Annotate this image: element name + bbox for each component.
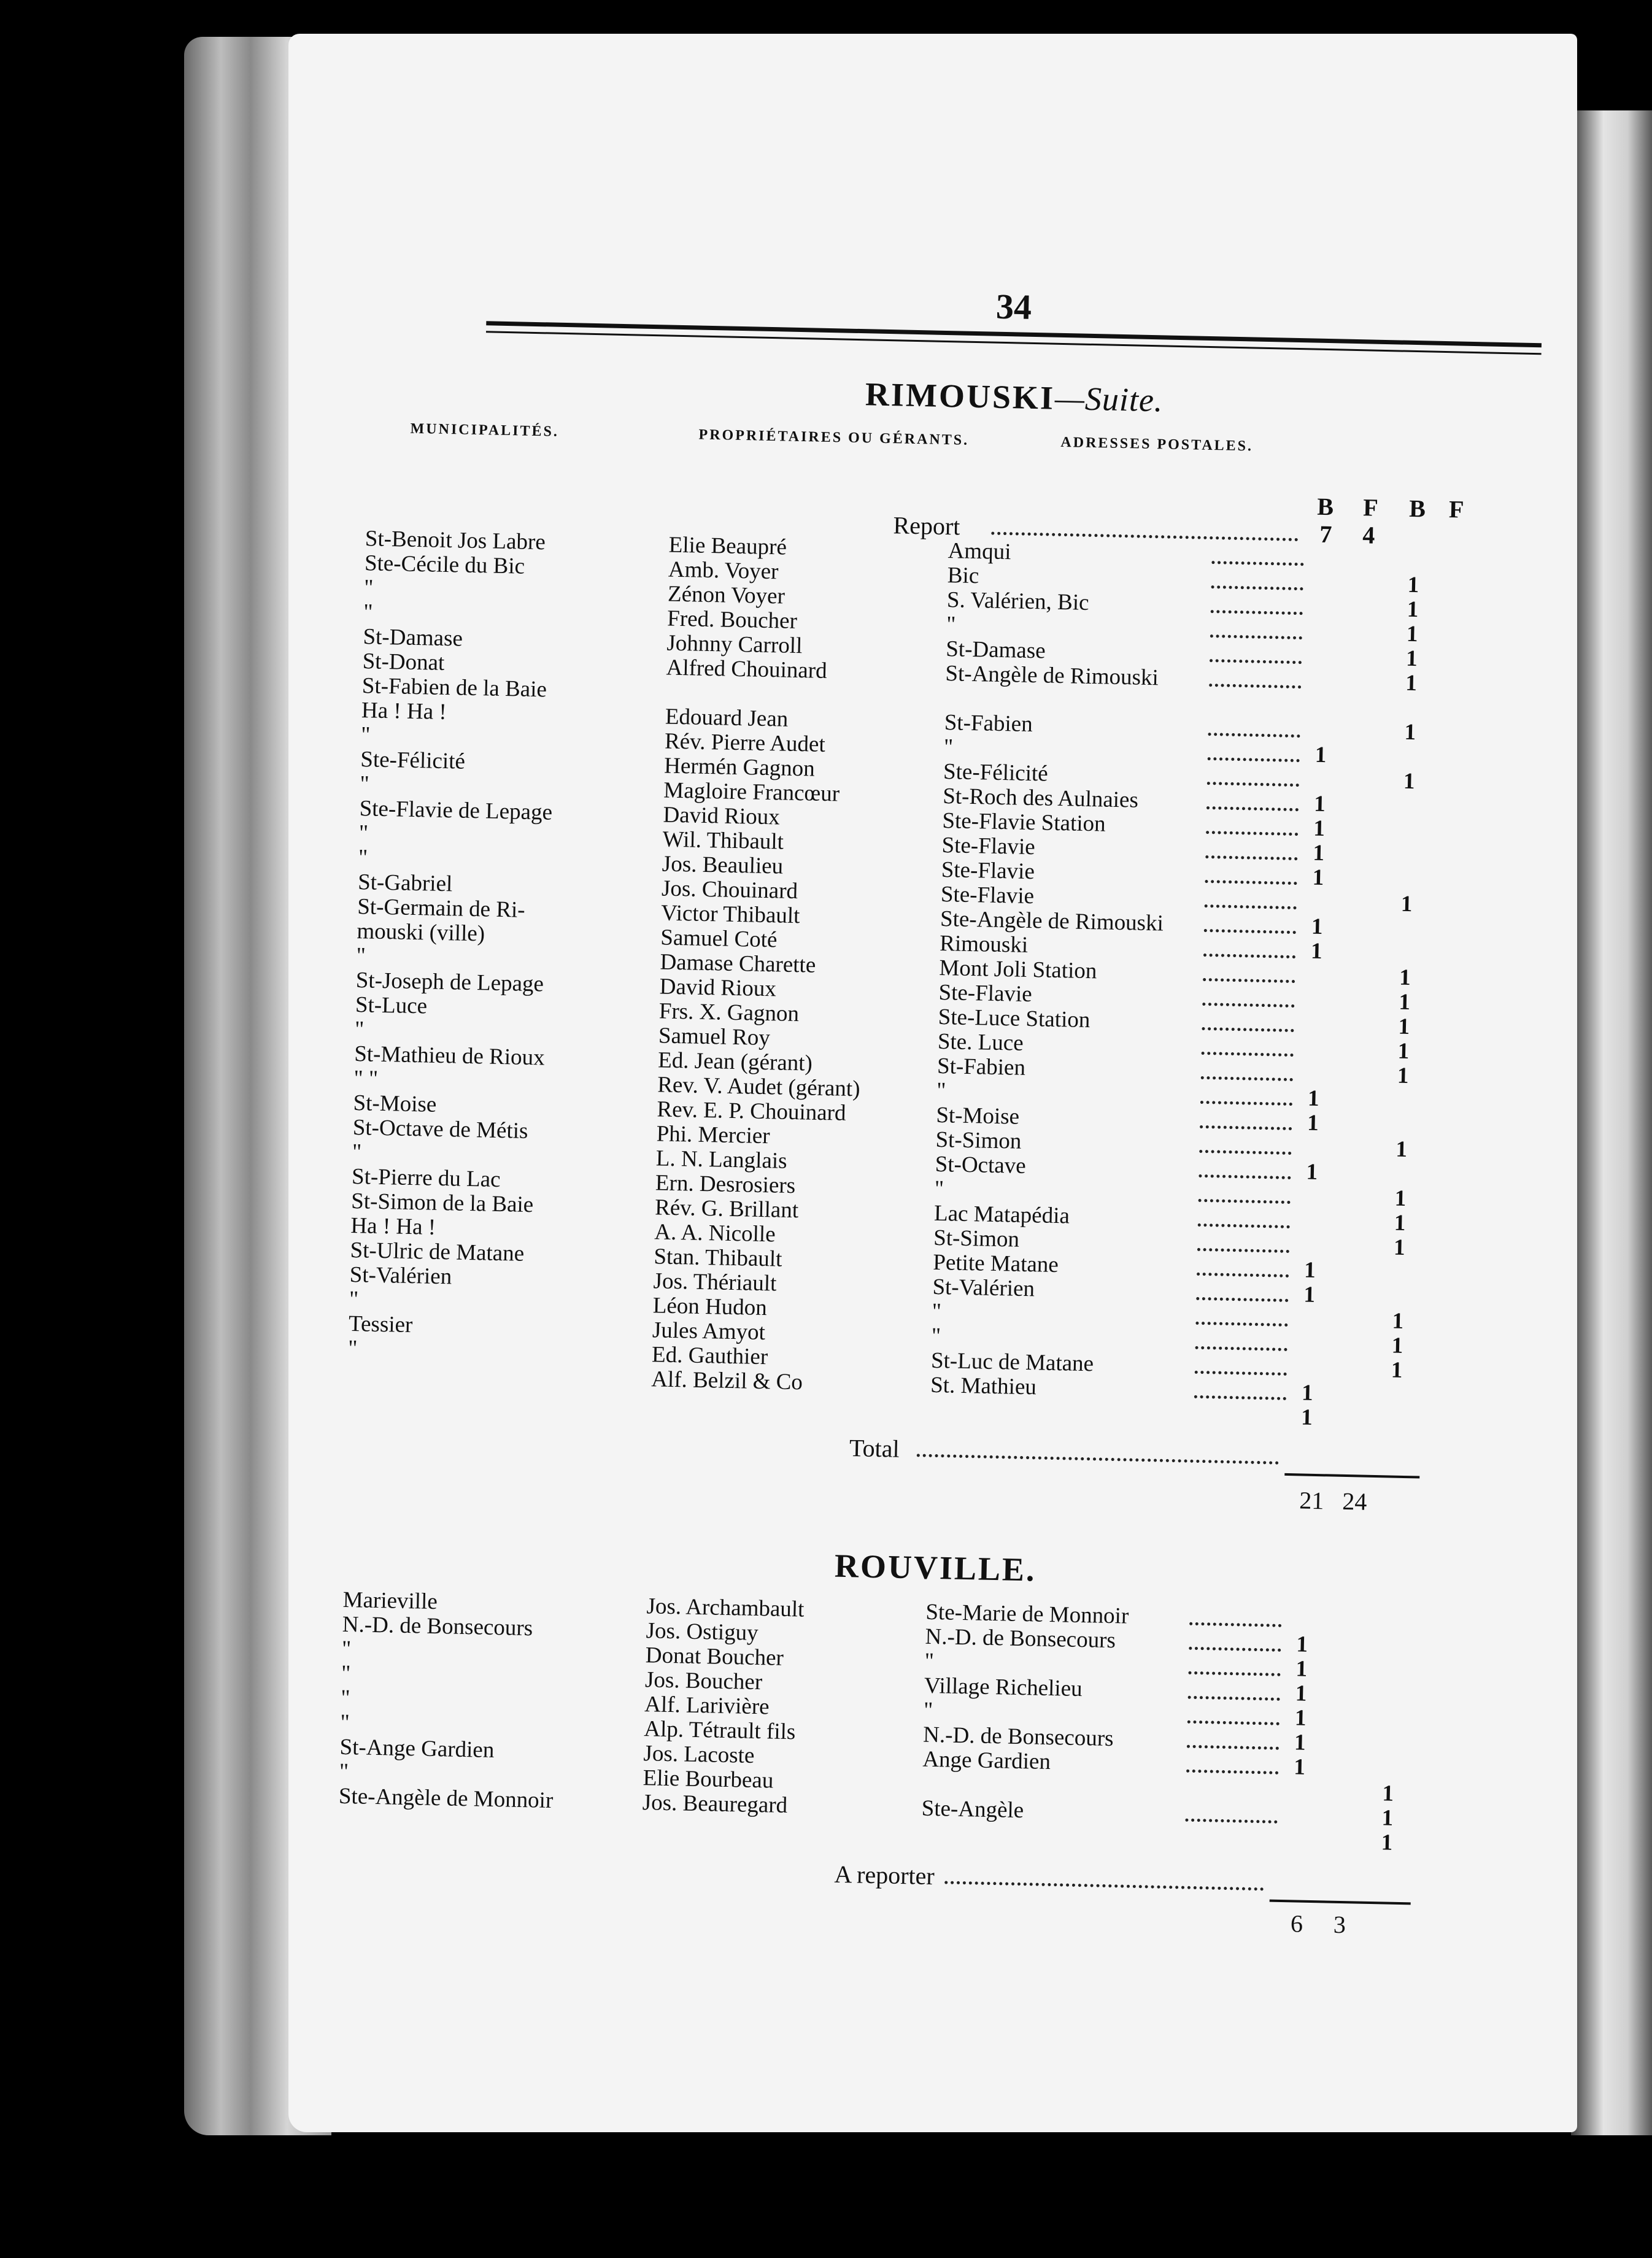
- proprietor-cell: Elie Beaupré: [668, 532, 787, 560]
- b-count-cell: 1: [1313, 791, 1326, 817]
- proprietor-cell: Damase Charette: [660, 949, 816, 978]
- header-bf: B F: [1408, 494, 1473, 523]
- leader-dots: [1189, 1631, 1281, 1652]
- proprietor-cell: Alp. Tétrault fils: [643, 1716, 796, 1745]
- proprietor-cell: Léon Hudon: [652, 1293, 768, 1321]
- b-count-cell: 1: [1307, 1085, 1320, 1111]
- municipality-cell: St-Moise: [353, 1090, 437, 1117]
- municipality-cell: ": [340, 1709, 350, 1736]
- leader-dots: [1203, 962, 1295, 983]
- municipality-cell: ": [360, 771, 370, 797]
- b-count-cell: 1: [1294, 1705, 1307, 1731]
- proprietor-cell: Rev. V. Audet (gérant): [657, 1072, 860, 1102]
- b-count-cell: 1: [1301, 1380, 1314, 1406]
- address-cell: St. Mathieu: [930, 1372, 1037, 1400]
- proprietor-cell: Samuel Coté: [660, 925, 778, 953]
- leader-dots: [1211, 545, 1304, 566]
- bf-count-cell: 1: [1392, 1308, 1404, 1334]
- leader-dots: [1211, 594, 1303, 615]
- b-count-cell: 1: [1296, 1632, 1308, 1657]
- leader-dots: [1209, 668, 1302, 688]
- leader-dots: [991, 516, 1299, 541]
- municipality-cell: ": [347, 1335, 358, 1362]
- section-title-rouville: ROUVILLE.: [834, 1547, 1037, 1589]
- leader-dots: [1210, 643, 1302, 664]
- address-cell: St-Octave: [935, 1151, 1027, 1179]
- a-reporter-f: 3: [1333, 1910, 1346, 1939]
- address-cell: Ste-Flavie: [940, 881, 1035, 909]
- bf-count-cell: 1: [1397, 1038, 1410, 1065]
- proprietor-cell: Amb. Voyer: [668, 557, 779, 585]
- leader-dots: [1195, 1306, 1288, 1327]
- address-cell: Ste-Flavie Station: [942, 808, 1106, 837]
- bf-count-cell: 1: [1399, 965, 1411, 991]
- proprietor-cell: A. A. Nicolle: [654, 1219, 776, 1247]
- bf-count-cell: 1: [1398, 1014, 1410, 1040]
- address-cell: St-Simon: [935, 1127, 1022, 1154]
- total-values-row: [345, 1469, 1449, 1516]
- municipality-cell: ": [352, 1139, 362, 1165]
- proprietor-cell: Samuel Roy: [658, 1023, 771, 1051]
- address-cell: St-Roch des Aulnaies: [942, 784, 1139, 813]
- proprietor-cell: Jos. Thériault: [653, 1268, 777, 1297]
- rimouski-suite: —Suite.: [1054, 379, 1164, 419]
- total-row: [346, 1426, 1451, 1473]
- bf-count-cell: 1: [1400, 891, 1413, 917]
- b-count-cell: 1: [1314, 742, 1327, 768]
- section-title-rimouski: [865, 375, 1164, 419]
- bf-count-cell: 1: [1407, 572, 1419, 598]
- municipality-cell: Marieville: [342, 1587, 438, 1615]
- leader-dots: [1194, 1379, 1287, 1400]
- municipality-cell: ": [340, 1685, 350, 1711]
- proprietor-cell: Wil. Thibault: [662, 827, 784, 855]
- proprietor-cell: David Rioux: [659, 974, 777, 1002]
- address-cell: Mont Joli Station: [939, 955, 1097, 984]
- address-cell: Petite Matane: [932, 1249, 1059, 1278]
- bf-count-cell: 1: [1405, 645, 1418, 672]
- proprietor-cell: Donat Boucher: [645, 1643, 784, 1671]
- leader-dots: [1188, 1655, 1281, 1676]
- address-cell: ": [936, 1077, 946, 1104]
- leader-dots: [1206, 815, 1299, 836]
- leader-dots: [1186, 1754, 1279, 1774]
- report-label: Report: [893, 511, 960, 541]
- address-cell: ": [943, 734, 954, 760]
- address-cell: ": [924, 1648, 935, 1674]
- address-cell: St-Fabien: [936, 1053, 1026, 1081]
- proprietor-cell: Elie Bourbeau: [643, 1765, 774, 1794]
- address-cell: ": [934, 1176, 944, 1202]
- address-cell: St-Valérien: [932, 1274, 1035, 1302]
- leader-dots: [1200, 1085, 1293, 1106]
- address-cell: Amqui: [948, 538, 1011, 565]
- a-reporter-b: 6: [1290, 1909, 1303, 1938]
- b-count-cell: 1: [1295, 1681, 1307, 1706]
- municipality-cell: St-Benoit Jos Labre: [365, 526, 546, 555]
- leader-dots: [1211, 569, 1304, 590]
- b-count-cell: 1: [1303, 1282, 1316, 1308]
- municipality-cell: St-Damase: [363, 624, 463, 652]
- address-cell: Rimouski: [939, 930, 1029, 958]
- municipality-cell: St-Simon de la Baie: [350, 1188, 534, 1218]
- address-cell: N.-D. de Bonsecours: [925, 1624, 1116, 1654]
- leader-dots: [917, 1438, 1280, 1464]
- b-count-cell: 1: [1313, 815, 1326, 842]
- proprietor-cell: Jos. Beauregard: [642, 1790, 788, 1819]
- leader-dots: [1205, 839, 1298, 860]
- municipality-cell: St-Octave de Métis: [352, 1115, 528, 1144]
- bf-count-cell: 1: [1381, 1830, 1393, 1855]
- leader-dots: [1201, 1060, 1294, 1081]
- a-reporter-row: [337, 1852, 1442, 1899]
- leader-dots: [1202, 1036, 1294, 1057]
- leader-dots: [1205, 864, 1297, 885]
- bf-count-cell: 1: [1399, 989, 1411, 1015]
- a-reporter-label: A reporter: [834, 1860, 935, 1890]
- leader-dots: [1203, 938, 1296, 958]
- municipality-cell: St-Mathieu de Rioux: [353, 1041, 546, 1071]
- address-cell: Ste-Luce Station: [938, 1004, 1090, 1033]
- leader-dots: [1197, 1232, 1290, 1253]
- address-cell: ": [931, 1323, 941, 1349]
- proprietor-cell: Jos. Archambault: [646, 1593, 805, 1622]
- b-count-cell: 1: [1312, 865, 1324, 891]
- bf-count-cell: 1: [1381, 1805, 1394, 1831]
- municipality-cell: St-Ange Gardien: [339, 1734, 495, 1763]
- leader-dots: [1205, 888, 1297, 909]
- header-f: F: [1362, 493, 1388, 522]
- municipality-cell: " ": [353, 1066, 379, 1092]
- leader-dots: [1206, 790, 1299, 811]
- proprietor-cell: Rév. Pierre Audet: [664, 728, 826, 757]
- leader-dots: [1199, 1134, 1292, 1155]
- proprietor-cell: Jos. Boucher: [644, 1667, 763, 1695]
- proprietor-cell: Stan. Thibault: [654, 1244, 782, 1272]
- address-cell: St-Damase: [945, 636, 1046, 664]
- proprietor-cell: Hermén Gagnon: [663, 753, 816, 782]
- bf-count-cell: 1: [1393, 1235, 1406, 1260]
- address-cell: St-Fabien: [944, 710, 1033, 738]
- bf-count-cell: 1: [1394, 1185, 1407, 1211]
- b-count-cell: 1: [1295, 1656, 1308, 1682]
- municipality-cell: St-Donat: [362, 649, 445, 676]
- address-cell: Bic: [947, 563, 979, 589]
- address-cell: Ste-Flavie: [941, 833, 1036, 860]
- leader-dots: [1208, 741, 1300, 762]
- total-rule: [1284, 1473, 1419, 1479]
- leader-dots: [1196, 1281, 1289, 1302]
- b-count-cell: 1: [1293, 1754, 1306, 1780]
- municipality-cell: Ste-Flavie de Lepage: [359, 796, 553, 825]
- municipality-cell: St-Joseph de Lepage: [355, 968, 544, 997]
- next-page-edge: [1571, 110, 1652, 2135]
- total-f: 24: [1341, 1487, 1367, 1516]
- proprietor-cell: David Rioux: [663, 802, 781, 830]
- b-count-cell: 1: [1307, 1110, 1319, 1136]
- municipality-cell: St-Luce: [355, 992, 428, 1019]
- municipality-cell: Ste-Cécile du Bic: [364, 550, 525, 579]
- leader-dots: [1195, 1355, 1287, 1376]
- leader-dots: [1210, 618, 1303, 639]
- municipality-cell: ": [363, 575, 374, 601]
- leader-dots: [1185, 1803, 1278, 1824]
- proprietor-cell: Rev. E. P. Chouinard: [657, 1096, 846, 1126]
- leader-dots: [1202, 987, 1295, 1008]
- municipality-cell: ": [358, 820, 369, 846]
- leader-dots: [1207, 766, 1300, 787]
- page-content: [336, 0, 1543, 1975]
- municipality-cell: ": [356, 943, 366, 969]
- proprietor-cell: Jules Amyot: [652, 1317, 766, 1346]
- address-cell: St-Moise: [936, 1102, 1020, 1130]
- municipality-cell: St-Germain de Ri-: [357, 894, 526, 923]
- report-f: 4: [1362, 521, 1375, 549]
- municipality-cell: St-Fabien de la Baie: [361, 673, 547, 703]
- address-cell: St-Angèle de Rimouski: [945, 661, 1159, 691]
- b-count-cell: 1: [1294, 1730, 1307, 1755]
- leader-dots: [1188, 1680, 1281, 1701]
- proprietor-cell: Phi. Mercier: [656, 1121, 771, 1149]
- municipality-cell: Tessier: [348, 1311, 413, 1338]
- proprietor-cell: Ern. Desrosiers: [655, 1170, 796, 1199]
- proprietor-cell: Johnny Carroll: [666, 630, 803, 659]
- address-cell: Village Richelieu: [924, 1673, 1083, 1702]
- proprietor-cell: Alfred Chouinard: [666, 655, 828, 684]
- leader-dots: [1197, 1257, 1289, 1277]
- b-count-cell: 1: [1313, 840, 1325, 866]
- leader-dots: [944, 1865, 1264, 1890]
- header-adresses: ADRESSES POSTALES.: [1060, 434, 1254, 455]
- proprietor-cell: L. N. Langlais: [655, 1146, 787, 1174]
- municipality-cell: N.-D. de Bonsecours: [342, 1611, 533, 1641]
- header-proprietaires: PROPRIÉTAIRES OU GÉRANTS.: [698, 426, 970, 449]
- address-cell: Ange Gardien: [922, 1746, 1051, 1775]
- leader-dots: [1195, 1330, 1288, 1351]
- b-count-cell: 1: [1300, 1405, 1313, 1430]
- municipality-cell: ": [341, 1636, 352, 1662]
- proprietor-cell: Victor Thibault: [660, 900, 800, 929]
- total-label: Total: [849, 1434, 900, 1463]
- leader-dots: [1187, 1705, 1280, 1725]
- address-cell: Ste-Flavie: [941, 857, 1035, 885]
- proprietor-cell: Jos. Ostiguy: [646, 1618, 759, 1646]
- bf-count-cell: 1: [1405, 670, 1418, 696]
- bf-count-cell: 1: [1394, 1210, 1406, 1236]
- address-cell: St-Luc de Matane: [930, 1347, 1094, 1377]
- leader-dots: [1200, 1109, 1292, 1130]
- municipality-cell: ": [360, 722, 371, 748]
- address-cell: Lac Matapédia: [933, 1200, 1070, 1229]
- leader-dots: [1208, 717, 1300, 738]
- proprietor-cell: Alf. Larivière: [644, 1692, 770, 1720]
- proprietor-cell: Fred. Boucher: [666, 606, 798, 634]
- municipality-cell: Ste-Félicité: [360, 747, 466, 774]
- address-cell: Ste-Flavie: [938, 979, 1033, 1008]
- bf-count-cell: 1: [1395, 1136, 1408, 1162]
- municipality-cell: ": [339, 1759, 349, 1785]
- leader-dots: [1204, 913, 1297, 934]
- address-cell: Ste-Angèle: [921, 1795, 1024, 1824]
- leader-dots: [1198, 1208, 1291, 1228]
- leader-dots: [1198, 1183, 1291, 1204]
- leader-dots: [1202, 1011, 1294, 1032]
- bf-count-cell: 1: [1391, 1333, 1403, 1358]
- address-cell: ": [946, 612, 956, 638]
- b-count-cell: 1: [1303, 1257, 1316, 1283]
- bf-count-cell: 1: [1403, 768, 1415, 795]
- leader-dots: [1187, 1729, 1280, 1750]
- header-b: B: [1316, 492, 1343, 521]
- municipality-cell: ": [363, 599, 373, 625]
- municipality-cell: St-Pierre du Lac: [351, 1163, 501, 1193]
- municipality-cell: St-Gabriel: [357, 869, 453, 897]
- municipality-cell: St-Valérien: [349, 1262, 452, 1290]
- proprietor-cell: Ed. Jean (gérant): [657, 1047, 813, 1076]
- address-cell: Ste-Angèle de Rimouski: [940, 906, 1164, 936]
- municipality-cell: ": [354, 1017, 365, 1042]
- address-cell: ": [923, 1697, 933, 1724]
- proprietor-cell: Zénon Voyer: [667, 581, 785, 609]
- address-cell: St-Simon: [933, 1225, 1020, 1252]
- address-cell: N.-D. de Bonsecours: [922, 1722, 1114, 1752]
- proprietor-cell: Jos. Chouinard: [661, 876, 798, 904]
- proprietor-cell: Jos. Lacoste: [643, 1741, 755, 1768]
- municipality-cell: ": [349, 1286, 359, 1312]
- bf-count-cell: 1: [1407, 596, 1419, 623]
- bf-count-cell: 1: [1391, 1357, 1403, 1383]
- proprietor-cell: Edouard Jean: [665, 704, 789, 732]
- proprietor-cell: Alf. Belzil & Co: [650, 1366, 803, 1395]
- municipality-cell: Ha ! Ha !: [350, 1212, 436, 1240]
- bf-count-cell: 1: [1382, 1781, 1394, 1806]
- bf-count-cell: 1: [1404, 719, 1416, 746]
- municipality-cell: mouski (ville): [357, 919, 485, 947]
- b-count-cell: 1: [1306, 1159, 1318, 1185]
- report-b: 7: [1319, 520, 1332, 549]
- address-cell: ": [932, 1298, 942, 1325]
- page-number: 34: [995, 286, 1032, 327]
- bf-count-cell: 1: [1397, 1063, 1409, 1089]
- municipality-cell: ": [341, 1660, 351, 1687]
- municipality-cell: Ste-Angèle de Monnoir: [338, 1783, 554, 1814]
- proprietor-cell: Jos. Beaulieu: [662, 851, 784, 879]
- b-count-cell: 1: [1311, 914, 1323, 940]
- proprietor-cell: Frs. X. Gagnon: [658, 998, 800, 1027]
- address-cell: Ste-Marie de Monnoir: [925, 1599, 1129, 1629]
- header-municipalites: MUNICIPALITÉS.: [410, 420, 560, 440]
- address-cell: S. Valérien, Bic: [946, 587, 1089, 615]
- b-count-cell: 1: [1310, 938, 1323, 965]
- municipality-cell: St-Ulric de Matane: [350, 1237, 525, 1266]
- proprietor-cell: Magloire Francœur: [663, 777, 840, 807]
- address-cell: Ste. Luce: [937, 1028, 1024, 1056]
- total-b: 21: [1299, 1486, 1324, 1515]
- municipality-cell: Ha ! Ha !: [361, 698, 447, 725]
- leader-dots: [1198, 1158, 1291, 1179]
- proprietor-cell: Rév. G. Brillant: [654, 1195, 799, 1223]
- bf-count-cell: 1: [1406, 621, 1418, 647]
- a-reporter-rule: [1270, 1900, 1411, 1905]
- municipality-cell: ": [358, 845, 368, 871]
- leader-dots: [1189, 1606, 1282, 1627]
- address-cell: Ste-Félicité: [943, 759, 1049, 787]
- proprietor-cell: Ed. Gauthier: [651, 1342, 768, 1370]
- rimouski-title: RIMOUSKI: [865, 376, 1056, 417]
